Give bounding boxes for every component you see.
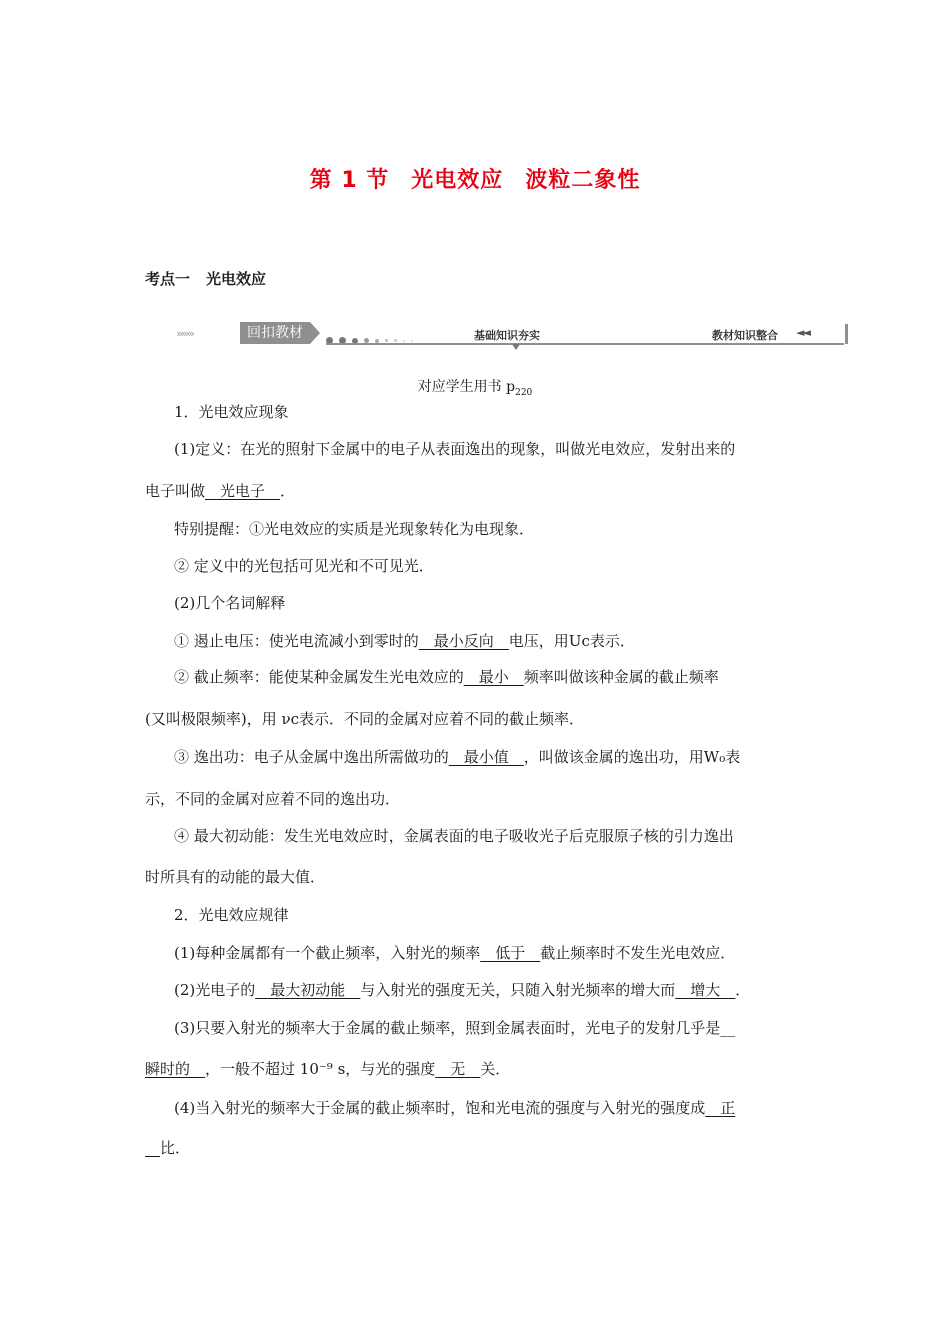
text-segment: (2)几个名词解释 — [174, 594, 286, 612]
section-name: 光电效应 — [206, 270, 267, 288]
text-line — [174, 630, 635, 651]
text-segment: 比． — [160, 1139, 191, 1157]
text-line — [174, 904, 289, 925]
reference-page: 220 — [515, 387, 533, 398]
answer-blank: __增大__ — [675, 981, 736, 999]
text-segment: ② 定义中的光包括可见光和不可见光． — [174, 557, 434, 575]
text-segment: 特别提醒：①光电效应的实质是光现象转化为电现象． — [174, 520, 535, 538]
answer-blank: __最大初动能__ — [255, 981, 361, 999]
text-segment: ① 遏止电压：使光电流减小到零时的 — [174, 632, 419, 650]
text-segment: (3)只要入射光的频率大于金属的截止频率，照到金属表面时，光电子的发射几乎是__ — [174, 1019, 736, 1037]
section-label: 考点一 — [145, 270, 191, 288]
text-segment: ③ 逸出功：电子从金属中逸出所需做功的 — [174, 748, 449, 766]
double-arrow-left-icon: ◄◄ — [796, 326, 809, 339]
banner-rule — [326, 343, 844, 345]
text-segment: ② 截止频率：能使某种金属发生光电效应的 — [174, 668, 464, 686]
answer-blank: __最小值__ — [448, 748, 524, 766]
answer-blank: 瞬时的__ — [145, 1060, 206, 1078]
text-line — [174, 592, 285, 613]
text-line — [174, 1097, 735, 1118]
answer-blank: __无__ — [435, 1060, 481, 1078]
answer-blank: __最小反向__ — [418, 632, 509, 650]
section-heading — [145, 268, 266, 289]
title-topic-2: 波粒二象性 — [525, 168, 641, 193]
text-segment: 与入射光的强度无关，只随入射光频率的增大而 — [360, 981, 676, 999]
text-segment: (又叫极限频率)，用 νc表示．不同的金属对应着不同的截止频率． — [145, 710, 584, 728]
text-segment: ． — [280, 482, 296, 500]
triangle-down-icon — [512, 344, 520, 350]
text-line — [174, 1017, 735, 1038]
text-line — [174, 825, 734, 846]
answer-blank: __正 — [705, 1099, 736, 1117]
text-segment: (1)定义：在光的照射下金属中的电子从表面逸出的现象，叫做光电效应，发射出来的 — [174, 440, 736, 458]
text-line — [145, 480, 295, 501]
text-line — [145, 708, 584, 729]
text-segment: 截止频率时不发生光电效应． — [540, 944, 736, 962]
answer-blank: __最小__ — [463, 668, 524, 686]
double-arrow-right-icon: ››››››› — [176, 327, 193, 340]
banner-mid-label: 基础知识夯实 — [474, 329, 540, 342]
reference-text: 对应学生用书 p — [417, 379, 516, 395]
text-segment: (2)光电子的 — [174, 981, 256, 999]
text-line — [145, 1137, 190, 1158]
text-line — [174, 942, 735, 963]
text-segment: 关． — [480, 1060, 511, 1078]
banner-right-label: 教材知识整合 — [712, 329, 778, 342]
book-reference — [0, 376, 950, 398]
text-segment: 2．光电效应规律 — [174, 906, 289, 924]
text-segment: 电子叫做 — [145, 482, 206, 500]
text-line — [174, 746, 740, 767]
text-segment: 时所具有的动能的最大值． — [145, 868, 326, 886]
title-section: 第 1 节 — [309, 168, 390, 193]
text-segment: (4)当入射光的频率大于金属的截止频率时，饱和光电流的强度与入射光的强度成 — [174, 1099, 706, 1117]
text-segment: ． — [735, 981, 751, 999]
text-line — [145, 788, 400, 809]
text-segment: (1)每种金属都有一个截止频率，入射光的频率 — [174, 944, 481, 962]
text-line — [174, 518, 534, 539]
text-segment: 电压，用Uc表示． — [508, 632, 635, 650]
text-segment: 频率叫做该种金属的截止频率 — [523, 668, 719, 686]
text-line — [174, 979, 750, 1000]
banner-pill: 回扣教材 — [240, 322, 310, 344]
text-line — [174, 438, 735, 459]
section-banner — [176, 322, 848, 346]
text-segment: 示，不同的金属对应着不同的逸出功． — [145, 790, 401, 808]
answer-blank: __光电子__ — [205, 482, 281, 500]
text-line — [174, 401, 289, 422]
text-line — [174, 666, 719, 687]
text-segment: ，叫做该金属的逸出功，用W₀表 — [523, 748, 741, 766]
text-line — [145, 866, 325, 887]
text-segment: ，一般不超过 10⁻⁹ s，与光的强度 — [205, 1060, 436, 1078]
text-line — [174, 555, 434, 576]
answer-blank: __ — [145, 1139, 160, 1157]
title-topic-1: 光电效应 — [411, 168, 504, 193]
dots-decoration — [326, 330, 419, 349]
text-segment: 1．光电效应现象 — [174, 403, 289, 421]
text-line — [145, 1058, 510, 1079]
pill-tip-shape — [310, 322, 320, 344]
banner-end-bar — [845, 324, 848, 344]
page-title — [0, 163, 950, 194]
text-segment: ④ 最大初动能：发生光电效应时，金属表面的电子吸收光子后克服原子核的引力逸出 — [174, 827, 734, 845]
answer-blank: __低于__ — [480, 944, 541, 962]
